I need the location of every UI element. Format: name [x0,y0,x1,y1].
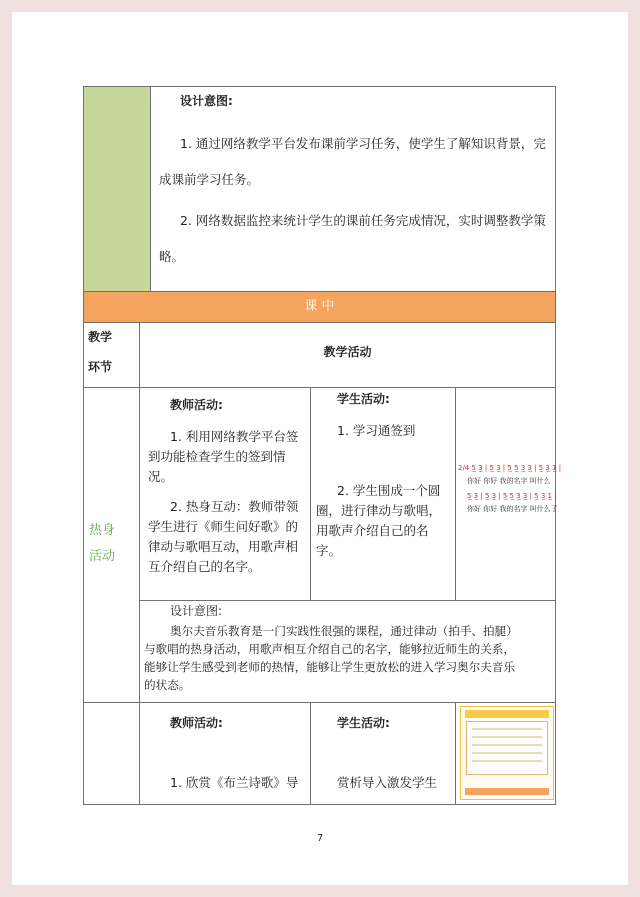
warmup-student-2-line1: 2. 学生围成一个圆 [337,483,441,498]
next-teacher-title: 教师活动: [170,716,223,730]
warmup-teacher-2-line1: 2. 热身互动：教师带领 [170,499,299,514]
slide-thumbnail-line [472,728,542,730]
music-lyrics-row2: 你好 你好 我的名字 叫什么了 [467,505,558,513]
warmup-stage-line2: 活动 [89,549,116,564]
warmup-stage-cell [83,387,140,703]
slide-thumbnail-line [472,744,542,746]
next-teacher-1: 1. 欣赏《布兰诗歌》导 [170,775,299,790]
warmup-design-title: 设计意图: [170,604,223,618]
warmup-teacher-1-line1: 1. 利用网络教学平台签 [170,429,299,444]
pre-class-design-p1-line1: 1. 通过网络教学平台发布课前学习任务，使学生了解知识背景，完 [180,136,546,151]
pre-class-design-p2-line2: 略。 [159,249,185,264]
pre-class-design-p1-line2: 成课前学习任务。 [159,172,260,187]
warmup-teacher-2-line3: 律动与歌唱互动，用歌声相 [148,539,299,554]
warmup-stage-line1: 热身 [89,523,116,538]
warmup-student-title: 学生活动: [337,392,390,406]
warmup-teacher-1-line3: 况。 [148,469,174,484]
slide-thumbnail-line [472,752,542,754]
header-stage-line2: 环节 [88,360,113,374]
warmup-teacher-2-line4: 互介绍自己的名字。 [148,559,261,574]
slide-thumbnail [460,706,554,800]
page [12,12,628,885]
warmup-teacher-1-line2: 到功能检查学生的签到情 [148,449,286,464]
slide-thumbnail-header [465,710,549,718]
music-notation-row1: 2/4 5̲ 3̲ | 5̲ 3̲ | 5̲ 5̲ 3̲ 3̲ | 5̲ 3̲ 1̲ | [458,464,562,472]
warmup-teacher-2-line2: 学生进行《师生问好歌》的 [148,519,299,534]
slide-thumbnail-line [472,760,542,762]
header-stage-line1: 教学 [88,330,113,344]
pre-class-design-title: 设计意图: [180,94,233,108]
slide-thumbnail-footer [465,788,549,795]
warmup-teacher-title: 教师活动: [170,398,223,412]
slide-thumbnail-line [472,736,542,738]
next-student-title: 学生活动: [337,716,390,730]
pre-class-design-cell [150,86,556,292]
in-class-band-label: 课 中 [304,299,335,314]
header-activity-label: 教学活动 [323,345,372,359]
slide-thumbnail-content [466,721,548,775]
music-notation-row2: 5̲ 3̲ | 5̲ 3̲ | 5̲ 5̲ 3̲ 3̲ | 5̲ 3̲ 1̲ | [467,492,557,500]
warmup-student-1: 1. 学习通签到 [337,423,416,438]
warmup-student-2-line4: 字。 [316,543,342,558]
next-student-1: 赏析导入激发学生 [337,775,438,790]
warmup-student-2-line3: 用歌声介绍自己的名 [316,523,429,538]
warmup-design-line4: 的状态。 [144,678,191,692]
warmup-design-line1: 奥尔夫音乐教育是一门实践性很强的课程，通过律动（拍手、拍腿） [170,624,518,638]
warmup-student-2-line2: 圈，进行律动与歌唱， [316,503,442,518]
page-number: 7 [316,833,324,844]
warmup-design-line3: 能够让学生感受到老师的热情，能够让学生更放松的进入学习奥尔夫音乐 [144,660,516,674]
pre-class-stage-cell [83,86,151,292]
music-lyrics-row1: 你好 你好 我的名字 叫什么 [467,477,551,485]
pre-class-design-p2-line1: 2. 网络数据监控来统计学生的课前任务完成情况，实时调整教学策 [180,213,546,228]
next-stage-cell [83,702,140,805]
warmup-design-line2: 与歌唱的热身活动，用歌声相互介绍自己的名字，能够拉近师生的关系， [144,642,516,656]
